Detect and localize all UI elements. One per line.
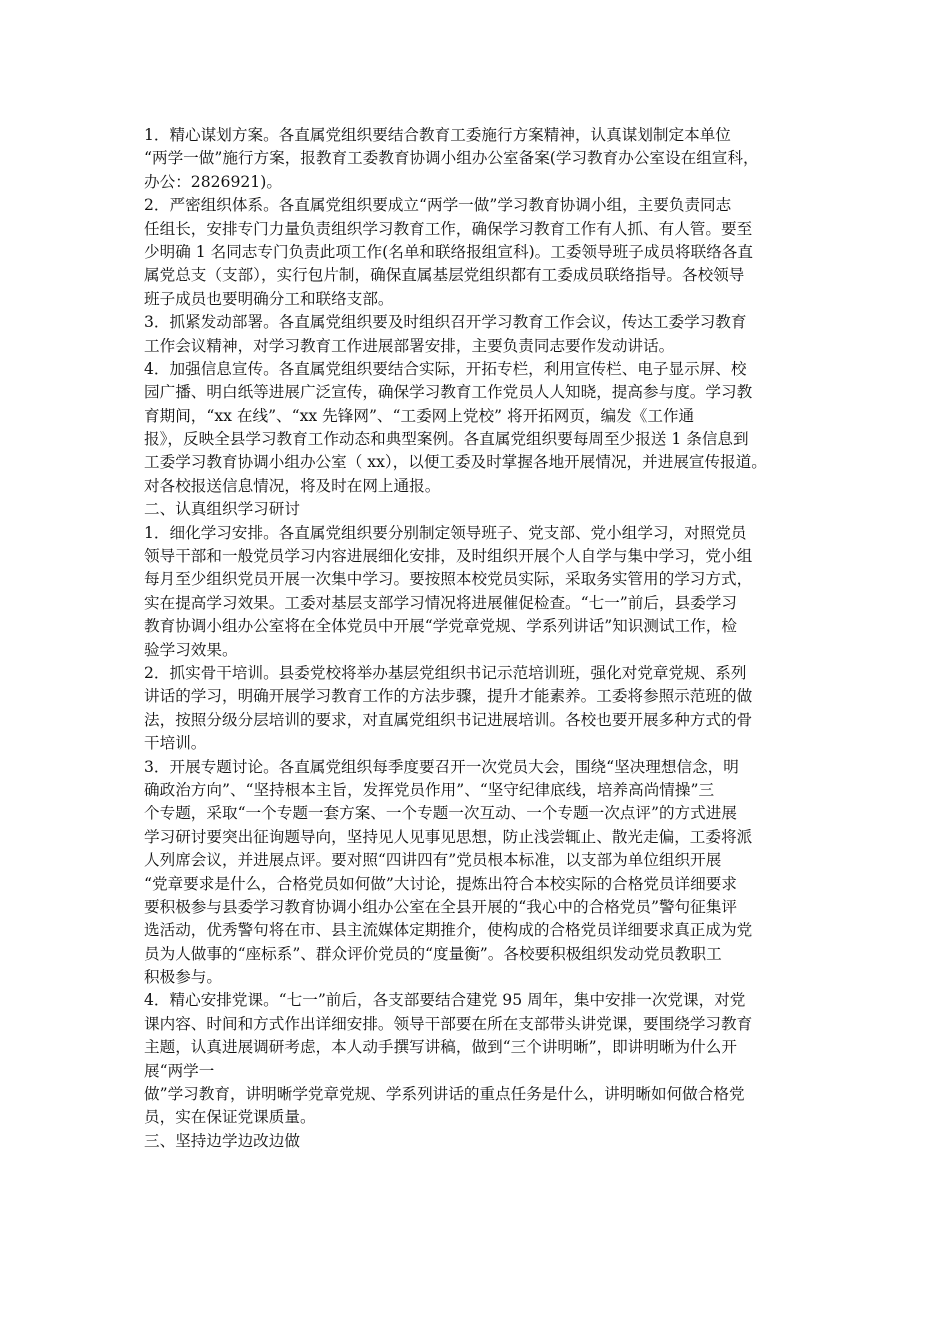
text-line: 实在提高学习效果。工委对基层支部学习情况将进展催促检查。“七一”前后，县委学习	[144, 593, 737, 612]
text-line: 验学习效果。	[144, 640, 238, 659]
text-line: 课内容、时间和方式作出详细安排。领导干部要在所在支部带头讲党课，要围绕学习教育	[144, 1014, 753, 1033]
text-line: 4．精心安排党课。“七一”前后，各支部要结合建党 95 周年，集中安排一次党课，对党	[144, 991, 746, 1010]
text-line: 展“两学一	[144, 1061, 215, 1080]
text-line: 领导干部和一般党员学习内容进展细化安排，及时组织开展个人自学与集中学习，党小组	[144, 547, 753, 566]
text-line: 干培训。	[144, 734, 207, 753]
text-line: 3．抓紧发动部署。各直属党组织要及时组织召开学习教育工作会议，传达工委学习教育	[144, 313, 747, 332]
text-line: 员为人做事的“座标系”、群众评价党员的“度量衡”。各校要积极组织发动党员教职工	[144, 944, 722, 963]
text-line: 对各校报送信息情况，将及时在网上通报。	[144, 476, 441, 495]
text-line: 园广播、明白纸等进展广泛宣传，确保学习教育工作党员人人知晓，提高参与度。学习教	[144, 383, 753, 402]
text-line: “党章要求是什么，合格党员如何做”大讨论，提炼出符合本校实际的合格党员详细要求	[144, 874, 737, 893]
text-line: 属党总支（支部），实行包片制，确保直属基层党组织都有工委成员联络指导。各校领导	[144, 266, 745, 285]
text-line: 做”学习教育，讲明晰学党章党规、学系列讲话的重点任务是什么，讲明晰如何做合格党	[144, 1085, 745, 1104]
text-line: 任组长，安排专门力量负责组织学习教育工作，确保学习教育工作有人抓、有人管。要至	[144, 219, 753, 238]
text-line: 法，按照分级分层培训的要求，对直属党组织书记进展培训。各校也要开展多种方式的骨	[144, 710, 753, 729]
text-line: 每月至少组织党员开展一次集中学习。要按照本校党员实际，采取务实管用的学习方式，	[144, 570, 753, 589]
section-heading: 二、认真组织学习研讨	[144, 500, 300, 519]
text-line: 3．开展专题讨论。各直属党组织每季度要召开一次党员大会，围绕“坚决理想信念，明	[144, 757, 739, 776]
text-line: 少明确 1 名同志专门负责此项工作(名单和联络报组宣科)。工委领导班子成员将联络各直	[144, 242, 753, 261]
text-line: 1．精心谋划方案。各直属党组织要结合教育工委施行方案精神，认真谋划制定本单位	[144, 126, 731, 144]
text-line: 讲话的学习，明确开展学习教育工作的方法步骤，提升才能素养。工委将参照示范班的做	[144, 687, 753, 706]
section-heading: 三、坚持边学边改边做	[144, 1131, 300, 1150]
text-line: 育期间，“xx 在线”、“xx 先锋网”、“工委网上党校” 将开拓网页，编发《工作通	[144, 406, 695, 425]
text-line: 个专题，采取“一个专题一套方案、一个专题一次互动、一个专题一次点评”的方式进展	[144, 804, 737, 823]
text-line: 教育协调小组办公室将在全体党员中开展“学党章党规、学系列讲话”知识测试工作，检	[144, 617, 737, 636]
text-line: 员，实在保证党课质量。	[144, 1108, 316, 1127]
text-line: 班子成员也要明确分工和联络支部。	[144, 289, 394, 308]
text-line: 主题，认真进展调研考虑，本人动手撰写讲稿，做到“三个讲明晰”，即讲明晰为什么开	[144, 1038, 737, 1057]
text-line: 4．加强信息宣传。各直属党组织要结合实际，开拓专栏，利用宣传栏、电子显示屏、校	[144, 359, 747, 378]
text-line: 确政治方向”、“坚持根本主旨，发挥党员作用”、“坚守纪律底线，培养高尚情操”三	[144, 780, 715, 799]
text-line: 积极参与。	[144, 968, 222, 987]
text-line: 工作会议精神，对学习教育工作进展部署安排，主要负责同志要作发动讲话。	[144, 336, 675, 355]
text-line: 学习研讨要突出征询题导向，坚持见人见事见思想，防止浅尝辄止、散光走偏，工委将派	[144, 827, 753, 846]
text-line: “两学一做”施行方案，报教育工委教育协调小组办公室备案(学习教育办公室设在组宣科，	[144, 149, 759, 168]
document-body	[144, 124, 824, 1153]
text-line: 选活动，优秀警句将在市、县主流媒体定期推介，使构成的合格党员详细要求真正成为党	[144, 921, 753, 940]
text-line: 要积极参与县委学习教育协调小组办公室在全县开展的“我心中的合格党员”警句征集评	[144, 897, 737, 916]
text-line: 1．细化学习安排。各直属党组织要分别制定领导班子、党支部、党小组学习，对照党员	[144, 523, 747, 542]
text-line: 工委学习教育协调小组办公室（ xx），以便工委及时掌握各地开展情况，并进展宣传报道。	[144, 453, 767, 472]
text-line: 2．严密组织体系。各直属党组织要成立“两学一做”学习教育协调小组，主要负责同志	[144, 196, 732, 215]
text-line: 报》，反映全县学习教育工作动态和典型案例。各直属党组织要每周至少报送 1 条信息到	[144, 430, 749, 449]
text-line: 人列席会议，并进展点评。要对照“四讲四有”党员根本标准，以支部为单位组织开展	[144, 851, 722, 870]
text-line: 办公：2826921)。	[144, 172, 282, 191]
text-line: 2．抓实骨干培训。县委党校将举办基层党组织书记示范培训班，强化对党章党规、系列	[144, 663, 747, 682]
